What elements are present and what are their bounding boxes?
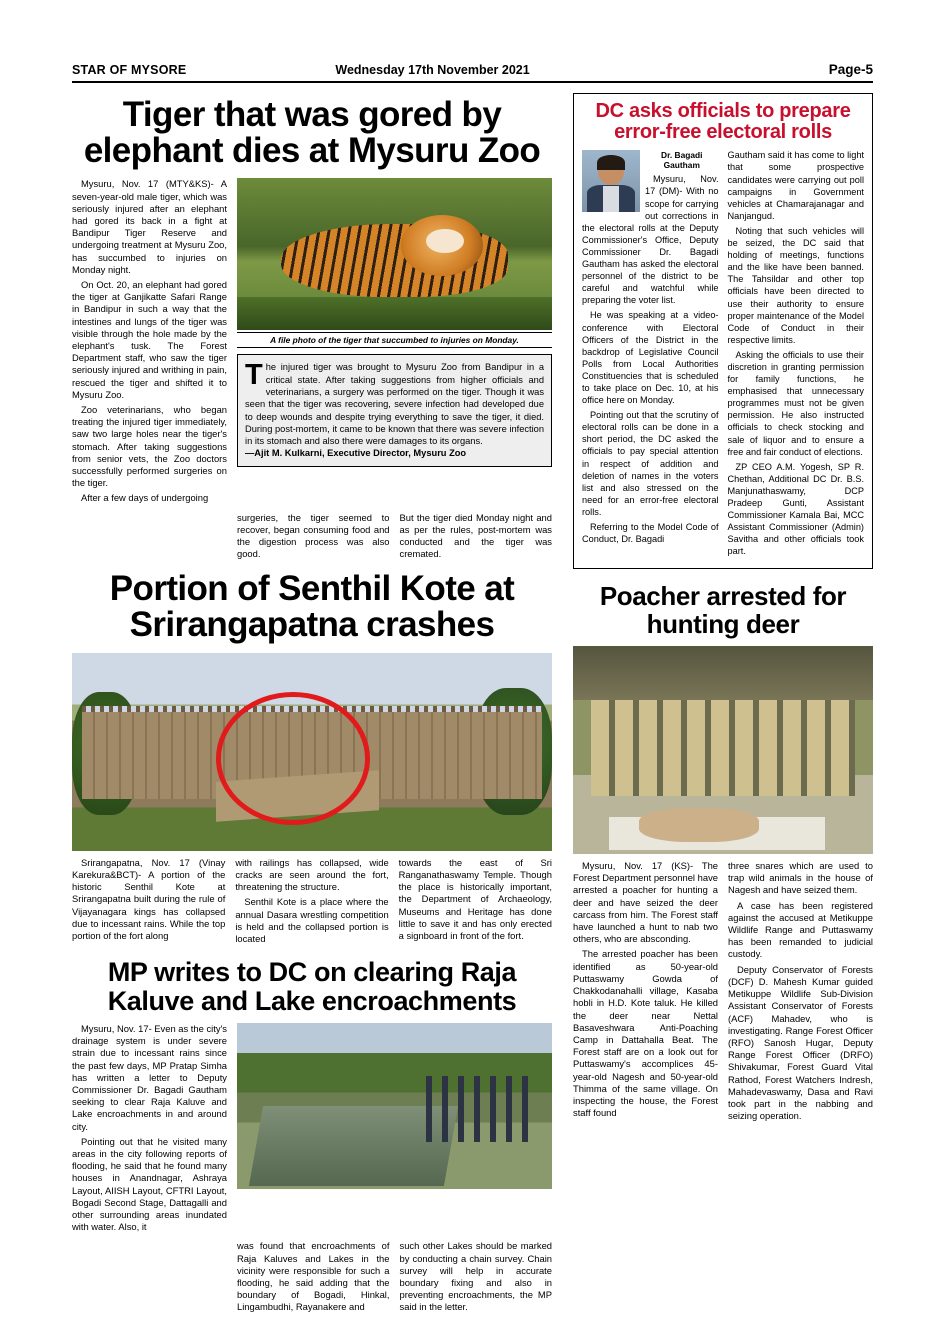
dc-headline-line1: DC asks officials to prepare	[595, 100, 851, 122]
mp-bottom-col2	[237, 1240, 390, 1316]
mp-para-2: Pointing out that he visited many areas in the city following reports of flooding, he said that he found many houses in Anandnagar, Ashraya Layout, AIISH Layout, CFTRI Layout, Bogadi Second Stage, Dattagalli and other surrounding areas inundated with water. Also, it	[72, 1135, 227, 1233]
tiger-photo	[237, 178, 552, 330]
poacher-col-2	[728, 860, 873, 1125]
dc-portrait-photo	[582, 150, 640, 212]
fort-col-3	[399, 857, 552, 948]
page-number: Page-5	[828, 62, 873, 77]
mp-para-1: Mysuru, Nov. 17- Even as the city's drainage system is under severe strain due to incessant rains since the past few days, MP Pratap Simha has written a letter to Deputy Commissioner Dr. Bagadi Gautham seeking to clear Raja Kaluve and Lake encroachments in and around city.	[72, 1022, 227, 1132]
mp-headline-line2: and Lake encroachments	[200, 985, 517, 1016]
tiger-bottom-para-2: But the tiger died Monday night and as per the rules, post-mortem was conducted and the tiger was cremated.	[399, 511, 552, 560]
tiger-para-4: After a few days of undergoing	[81, 492, 209, 504]
masthead	[72, 62, 873, 83]
dc-headline	[582, 101, 864, 143]
mp-text-col	[72, 1023, 227, 1236]
dc-name-line2: Gautham	[663, 160, 700, 171]
poacher-para-3: three snares which are used to trap wild animals in the house of Nagesh and have seized them.	[728, 860, 873, 896]
article-poacher	[573, 583, 873, 1125]
dc-para-5: Gautham said it has come to light that some prospective candidates were carrying out poll campaigns in Government vehicles at Chamarajanagar and Nanjangud.	[727, 150, 864, 221]
shed-roof-decor	[573, 646, 873, 700]
tiger-bottom-col2	[237, 512, 390, 564]
article-fort	[72, 571, 552, 948]
poacher-para-4: A case has been registered against the accused at Metikuppe Wildlife Range and Puttaswamy has been remanded to judicial custody.	[728, 899, 873, 960]
tiger-bottom-para-1: surgeries, the tiger seemed to recover, began consuming food and the digestion process was also good.	[237, 511, 390, 560]
mp-para-4: such other Lakes should be marked by conducting a chain survey. Chain survey will help in accurate boundary fixing and also in preventing encroachments, the MP said in the letter.	[399, 1240, 552, 1313]
mp-bottom-col1	[72, 1240, 227, 1316]
portrait-shirt-decor	[603, 186, 619, 212]
fort-col-1	[72, 857, 225, 948]
mp-headline	[72, 958, 552, 1015]
deer-carcass-decor	[639, 808, 759, 841]
poacher-headline-line2: hunting deer	[646, 608, 800, 639]
dc-para-8: ZP CEO A.M. Yogesh, SP R. Chethan, Additional DC Dr. B.S. Manjunathaswamy, DCP Pradeep Gunti, Assistant Commissioner Kamala Bai, MCC Assistant Commissioner (Admin) Savitha and other officials took part.	[727, 461, 864, 557]
poacher-para-2: The arrested poacher has been identified as 50-year-old Puttaswamy Gowda of Chakkodanahalli village, Kasaba hobli in H.D. Kote taluk. He killed the deer near Nettal Basaveshwara Anti-Poaching Camp in Dattahalla Beat. The Forest staff are on a look out for Puttaswamy's accomplices 45-year-old Nagesh and 50-year-old Thimma of the same village. On inspecting the house, the Forest staff found	[573, 948, 718, 1119]
poacher-headline-line1: Poacher arrested for	[599, 581, 847, 612]
tiger-para-1: Mysuru, Nov. 17 (MTY&KS)- A seven-year-old male tiger, which was seriously injured after an elephant had gored its back in a fight at Bandipur Tiger Reserve and undergoing treatment at Mysuru Zoo, has succumbed to injuries on Monday night.	[72, 178, 227, 275]
dc-name-line1: Dr. Bagadi	[661, 150, 703, 161]
tiger-text-col	[72, 178, 227, 507]
left-column	[72, 93, 552, 1317]
fort-col-2	[235, 857, 388, 948]
dc-para-7: Asking the officials to use their discretion in granting permission for family functions, he emphasised that unnecessary programmes must not be given permission. He also instructed officials to check stocking and sale of liquor and to ensure a free and fair conduct of elections.	[727, 349, 864, 457]
dc-col-2	[728, 149, 865, 560]
dc-para-6: Noting that such vehicles will be seized, the DC said that holding of meetings, functions and the like have been banned. The Tahsildar and other top officials have been directed to use their authority to ensure proper maintenance of the Model Code of Conduct in their respective limits.	[727, 225, 864, 345]
tiger-headline-line2: elephant dies at Mysuru Zoo	[83, 130, 541, 170]
grass-decor	[237, 297, 552, 330]
drain-photo	[237, 1023, 552, 1189]
fort-para-2: with railings has collapsed, wide cracks are seen around the fort, threatening the structure.	[235, 856, 389, 893]
right-column	[573, 93, 873, 1317]
poacher-para-5: Deputy Conservator of Forests (DCF) D. Mahesh Kumar guided Metikuppe Wildlife Sub-Division Assistant Conservator of Forests (ACF) Mahadev, who is investigating. Range Forest Officer (RFO) Sanosh Hugar, Deputy Range Forest Officer (DRFO) Shivakumar, Forest Guard Vital Rathod, Forest Watchers Indresh, Mahadevaswamy, Dasa and Ravi took part in the nabbing and seizing operation.	[728, 963, 873, 1122]
dc-col-1	[582, 149, 719, 560]
dc-headline-line2: error-free electoral rolls	[614, 121, 832, 144]
tiger-quote-text	[245, 361, 544, 447]
poacher-para-1: Mysuru, Nov. 17 (KS)- The Forest Department personnel have arrested a poacher for hunting a deer and have seized the deer carcass from him. The Forest staff have launched a hunt to nab two others, who are absconding.	[573, 860, 718, 945]
tiger-quote-byline: —Ajit M. Kulkarni, Executive Director, Mysuru Zoo	[245, 448, 467, 459]
fort-headline-line1: Portion of Senthil Kote at	[109, 569, 515, 609]
poacher-col-1	[573, 860, 718, 1125]
fort-para-4: towards the east of Sri Ranganathaswamy Temple. Though the place is historically important, the Department of Archaeology, Museums and Heritage has done little to save it and has only erected a signboard in front of the fort.	[398, 856, 552, 942]
tiger-photo-caption: A file photo of the tiger that succumbed to injuries on Monday.	[237, 332, 552, 348]
dc-para-3: Pointing out that the scrutiny of electoral rolls can be done in a short period, the DC asked the officials to pay special attention in respect of addition and deletion of names in the voters list and also stressed on the need for an error-free electoral rolls.	[582, 410, 719, 517]
mp-para-3: was found that encroachments of Raja Kaluves and Lakes in the vicinity were responsible for such a flooding, he said adding that the boundary of Bogadi, Hinkal, Lingambudhi, Rayanakere and	[237, 1240, 390, 1313]
poacher-photo	[573, 646, 873, 854]
fort-para-1: Srirangapatna, Nov. 17 (Vinay Karekura&BCT)- A portion of the historic Senthil Kote at Srirangapatna built during the rule of Vijayanagara kings has collapsed due to incessant rains. While the top portion of the fort along	[72, 856, 226, 942]
tiger-headline	[72, 97, 552, 168]
mp-bottom-col3	[400, 1240, 553, 1316]
quote-body: he injured tiger was brought to Mysuru Zoo from Bandipur in a critical state. After taking suggestions from higher officials and veterinarians, a surgery was performed on the tiger. Though it was seen that the tiger was recovering, severe infection had developed due to deep wounds and despite trying everything to save the tiger, it died. During post-mortem, it came to be known that there was severe infection in its stomach and also there were damages to its organs.	[245, 362, 544, 447]
article-mp	[72, 958, 552, 1316]
tiger-bottom-col1	[72, 512, 227, 564]
dc-para-1: Mysuru, Nov. 17 (DM)- With no scope for carrying out corrections in the electoral rolls at the Deputy Commissioner's Office, Deputy Commissioner Dr. Bagadi Gautham has asked the electoral personnel of the district to be careful and watchful while preparing the voter list.	[582, 174, 719, 306]
article-dc-electoral-rolls	[573, 93, 873, 569]
tiger-face-shape	[426, 229, 464, 253]
poacher-headline	[573, 583, 873, 638]
page-body	[72, 93, 873, 1317]
dc-para-4: Referring to the Model Code of Conduct, Dr. Bagadi	[582, 522, 719, 545]
tiger-quote-box	[237, 354, 552, 466]
fort-para-3: Senthil Kote is a place where the annual Dasara wrestling competition is held and the collapsed portion is located	[235, 896, 389, 945]
paper-name: STAR OF MYSORE	[72, 63, 187, 77]
issue-date: Wednesday 17th November 2021	[335, 63, 530, 77]
tiger-para-3: Zoo veterinarians, who began treating the injured tiger immediately, saw two large holes near the tiger's stomach. After taking suggestions from senior vets, the Zoo doctors successfully performed surgeries on the tiger.	[72, 404, 227, 489]
article-tiger	[72, 97, 552, 563]
tiger-para-2: On Oct. 20, an elephant had gored the tiger at Ganjikatte Safari Range in Bandipur in such a way that the intestines and lungs of the tiger was visible through the hole made by the elephant's tusk. The Forest Department staff, who saw the tiger seriously injured and writhing in pain, rescued the tiger and shifted it to Mysuru Zoo.	[72, 279, 227, 400]
people-group-decor	[426, 1076, 533, 1142]
portrait-hair-decor	[597, 155, 625, 170]
dc-para-2: He was speaking at a video-conference with Electoral Officers of the District in the backdrop of Legislative Council Polls from Local Authorities Constituencies that is scheduled to take place on Dec. 10, at his office here on Monday.	[582, 310, 719, 406]
tiger-headline-line1: Tiger that was gored by	[122, 95, 502, 134]
quote-dropcap: T	[245, 359, 263, 392]
red-circle-annotation	[216, 692, 370, 825]
fort-photo	[72, 653, 552, 851]
fort-headline-line2: Srirangapatna crashes	[129, 605, 495, 645]
mp-headline-line1: MP writes to DC on clearing Raja Kaluve	[107, 957, 517, 1016]
tiger-photo-col	[237, 178, 552, 507]
mp-photo-col	[237, 1023, 552, 1236]
tiger-bottom-col3	[400, 512, 553, 564]
fort-headline	[72, 569, 552, 645]
forest-staff-row-decor	[591, 700, 855, 796]
